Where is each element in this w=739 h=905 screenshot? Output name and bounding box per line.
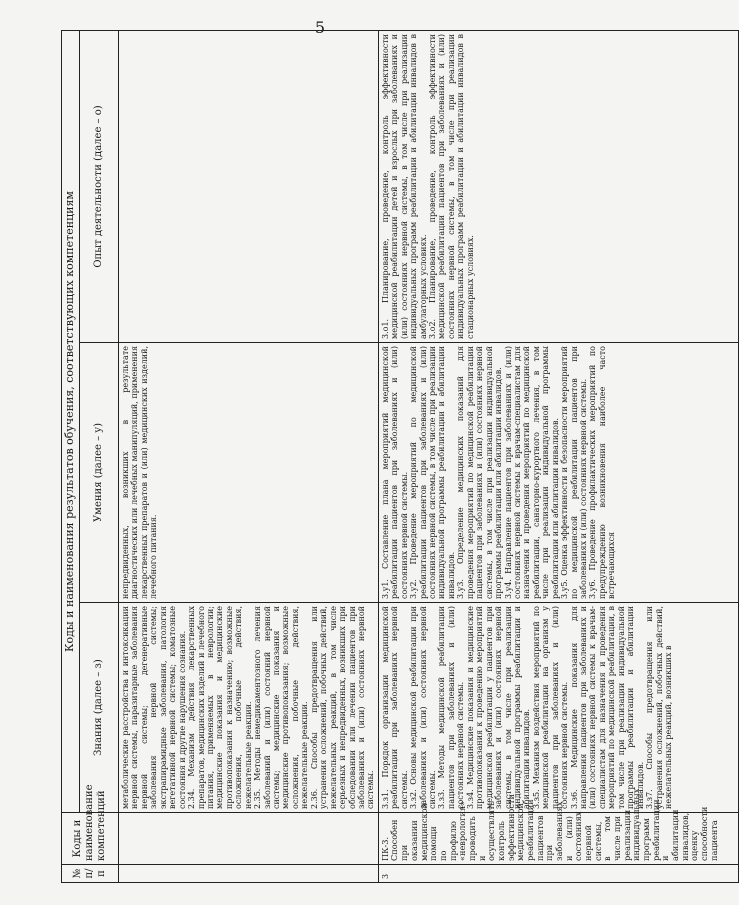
experience-text: 3.о1. Планирование, проведение, контроль эффективности медицинской реабилитации детей и взрослых при заболеваниях и (или) состояниях нервной системы, в том числе при реализации индивидуальных программ реабилитации и абилитации инвалидов в амбулаторных условиях. 3.о2. Планирование, проведение, контроль эффективности медицинской реабилитации пациентов при заболеваниях и (или) состояниях нервной системы, в том числе при реализации индивидуальных программ реабилитации и абилитации инвалидов в стационарных условиях.	[380, 34, 475, 339]
competence-text: ПК-3. Способен при оказании медицинской помощи по профилю «неврология» проводить и осуществлять контроль эффективности медицинской реабилитации пациентов при заболеваниях и (или) состояниях нервной системы, в том числе при реализации индивидуальных программ реабилитации и абилитации инвалидов, оценку способности пациента	[379, 788, 719, 861]
skills-text: 3.у1. Составление плана мероприятий медицинской реабилитации пациентов при заболеваниях и (или) состояниях нервной системы. 3.у2. Проведение мероприятий по медицинской реабилитации пациентов при заболеваниях и (или) состояниях нервной системы, в том числе при реализации индивидуальной программы реабилитации и абилитации инвалидов. 3.у3. Определение медицинских показаний для проведения мероприятий по медицинской реабилитации пациентов при заболеваниях и (или) состояниях нервной системы, в том числе при реализации индивидуальной программы реабилитации или абилитации инвалидов. 3.у4. Направление пациентов при заболеваниях и (или) состояниях нервной системы к врачам-специалистам для назначения и проведения мероприятий по медицинской реабилитации, санаторно-курортного лечения, в том числе при реализации индивидуальной программы реабилитации или абилитации инвалидов. 3.у5. Оценка эффективности и безопасности мероприятий по медицинской реабилитации пациентов при заболеваниях и (или) состояниях нервной системы. 3.у6. Проведение профилактических мероприятий по предупреждению возникновения наиболее часто встречающихся	[380, 346, 617, 599]
skills-text: непредвиденных, возникших в результате диагностических или лечебных манипуляций, применения лекарственных препаратов и (или) медицинских изделий, лечебного питания.	[121, 346, 159, 599]
cell-competence	[119, 813, 379, 865]
header-number: № п/п	[62, 865, 119, 883]
cell-skills	[378, 343, 738, 603]
cell-competence	[378, 788, 738, 865]
table-row	[119, 31, 379, 883]
table-row	[378, 31, 738, 883]
knowledge-text: 3.з1. Порядок организации медицинской реабилитации при заболеваниях нервной системы. 3.з2. Основы медицинской реабилитации при заболеваниях и (или) состояниях нервной системы. 3.з3. Методы медицинской реабилитации пациентов при заболеваниях и (или) состояниях нервной системы. 3.з4. Медицинские показания и медицинские противопоказания к проведению мероприятий медицинской реабилитации у пациентов при заболеваниях и (или) состояниях нервной системы, в том числе при реализации индивидуальной программы реабилитации и абилитации инвалидов. 3.з5. Механизм воздействия мероприятий по медицинской реабилитации на организм у пациентов при заболеваниях и (или) состояниях нервной системы. 3.з6. Медицинские показания для направления пациентов при заболеваниях и (или) состояниях нервной системы к врачам-специалистам для назначения и проведения мероприятий по медицинской реабилитации, в том числе при реализации индивидуальной программы реабилитации и абилитации инвалидов. 3.з7. Способы предотвращения или устранения осложнений, побочных действий, нежелательных реакций, возникших в	[380, 606, 673, 809]
cell-skills	[119, 343, 379, 603]
cell-number	[119, 865, 379, 883]
cell-experience	[378, 31, 738, 343]
rotated-page	[61, 30, 719, 883]
header-results-group: Коды и наименования результатов обучения, соответствующих компетенциям	[62, 31, 80, 813]
cell-knowledge	[378, 603, 738, 813]
page-number: 5	[314, 18, 326, 37]
cell-knowledge	[119, 603, 379, 813]
header-skills: Умения (далее – у)	[80, 343, 119, 603]
cell-number: 3	[378, 865, 738, 883]
competence-table	[61, 30, 739, 883]
header-experience: Опыт деятельности (далее – о)	[80, 31, 119, 343]
cell-experience	[119, 31, 379, 343]
header-codes: Коды и наименование компетенций	[62, 813, 119, 865]
knowledge-text: метаболические расстройства и интоксикации нервной системы, паразитарные заболевания нервной системы; дегенеративные заболевания нервной системы; экстрапирамидные заболевания, патология вегетативной нервной системы; коматозные состояния и другие нарушения сознания. 2.34. Механизм действия лекарственных препаратов, медицинских изделий и лечебного питания, применяемых в неврологии; медицинские показания и медицинские противопоказания к назначению; возможные осложнения, побочные действия, нежелательные реакции. 2.35. Методы немедикаментозного лечения заболеваний и (или) состояний нервной системы; медицинские показания и медицинские противопоказания; возможные осложнения, побочные действия, нежелательные реакции. 2.36. Способы предотвращения или устранения осложнений, побочных действий, нежелательных реакций, в том числе серьезных и непредвиденных, возникших при обследовании или лечении пациентов при заболеваниях и (или) состояниях нервной системы.	[121, 606, 376, 809]
competence-table-container	[61, 30, 719, 883]
header-knowledge: Знания (далее – з)	[80, 603, 119, 813]
